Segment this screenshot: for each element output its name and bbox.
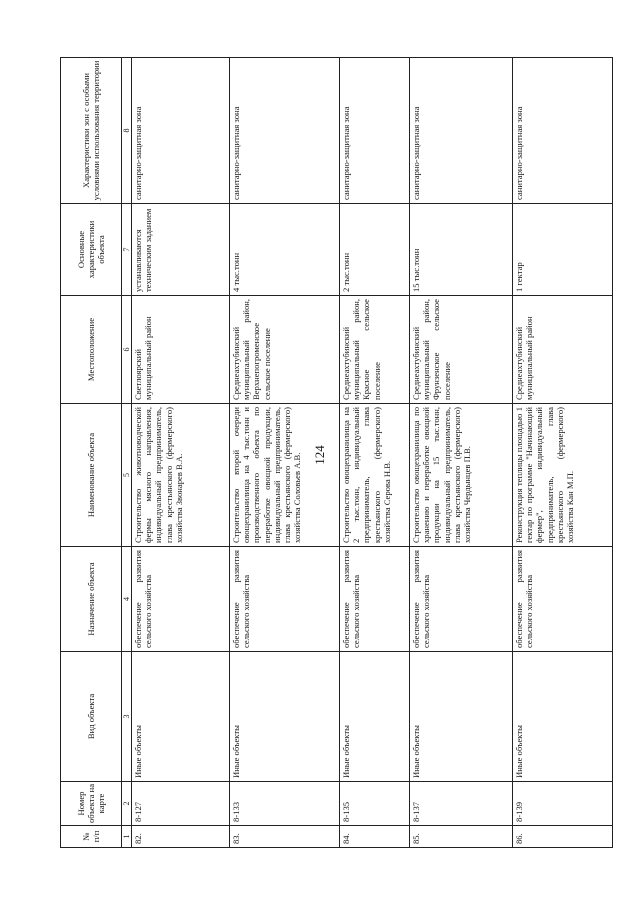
column-number: 3 [122,651,132,781]
row-num: 84. [340,825,410,847]
row-num: 82. [132,825,230,847]
row-map-no: 8-135 [340,781,410,825]
row-location: Среднеахтубинский муниципальный район, Фрунзенское сельское поселение [410,295,513,403]
row-location: Светлоярский муниципальный район [132,295,230,403]
header-purpose: Назначение объекта [61,546,122,651]
row-num: 86. [513,825,613,847]
row-num: 83. [230,825,340,847]
row-kind: Иные объекты [410,651,513,781]
column-number: 7 [122,203,132,295]
table-row [410,57,513,847]
row-zones: санитарно-защитная зона [410,57,513,203]
row-purpose: обеспечение развития сельского хозяйства [132,546,230,651]
row-name: Реконструкция теплицы площадью 1 гектар по программе "Начинающий фермер", индивидуальный предприниматель, глава крестьянского (фермерского) хозяйства Кан М.П. [513,403,613,546]
rotated-table-container [60,58,580,848]
column-number: 4 [122,546,132,651]
header-location: Местоположение [61,295,122,403]
header-characteristics: Основные характеристики объекта [61,203,122,295]
table-row [230,57,340,847]
header-num: № п/п [61,825,122,847]
header-name: Наименование объекта [61,403,122,546]
column-number: 8 [122,57,132,203]
column-number: 5 [122,403,132,546]
row-zones: санитарно-защитная зона [230,57,340,203]
row-location: Среднеахтубинский муниципальный район, Красное сельское поселение [340,295,410,403]
row-kind: Иные объекты [132,651,230,781]
column-number: 6 [122,295,132,403]
table-row [132,57,230,847]
column-number: 2 [122,781,132,825]
row-map-no: 8-137 [410,781,513,825]
column-number-row [122,57,132,847]
row-characteristics: 4 тыс.тонн [230,203,340,295]
row-kind: Иные объекты [340,651,410,781]
row-name: Строительство животноводческой фермы мясного направления, индивидуальный предприниматель, глава крестьянского (фермерского) хозяйства Звонарев В.А. [132,403,230,546]
header-map-no: Номер объекта на карте [61,781,122,825]
row-name: Строительство овощехранилища на 2 тыс.тонн, индивидуальный предприниматель, глава крестьянского (фермерского) хозяйства Серова Н.В. [340,403,410,546]
row-zones: санитарно-защитная зона [132,57,230,203]
row-num: 85. [410,825,513,847]
row-map-no: 8-127 [132,781,230,825]
header-row [61,57,122,847]
row-location: Среднеахтубинский муниципальный район, Верхнепогроменское сельское поселение [230,295,340,403]
row-characteristics: 15 тыс.тонн [410,203,513,295]
row-kind: Иные объекты [513,651,613,781]
row-characteristics: 1 гектар [513,203,613,295]
table-row [513,57,613,847]
row-map-no: 8-139 [513,781,613,825]
page-number: 124 [312,445,327,465]
row-name: Строительство второй очереди овощехранилища на 4 тыс.тонн и производственного объекта по переработке овощной продукции, индивидуальный предприниматель, глава крестьянского (фермерского) хозяйства Соловьев А.В. [230,403,340,546]
row-purpose: обеспечение развития сельского хозяйства [340,546,410,651]
row-zones: санитарно-защитная зона [340,57,410,203]
row-name: Строительство овощехранилища по хранению и переработке овощной продукции на 15 тыс.тонн, индивидуальный предприниматель, глава крестьянского (фермерского) хозяйства Чердынцев П.В. [410,403,513,546]
column-number: 1 [122,825,132,847]
row-purpose: обеспечение развития сельского хозяйства [410,546,513,651]
row-characteristics: устанавливаются техническим заданием [132,203,230,295]
row-kind: Иные объекты [230,651,340,781]
table-row [340,57,410,847]
header-kind: Вид объекта [61,651,122,781]
row-purpose: обеспечение развития сельского хозяйства [230,546,340,651]
row-purpose: обеспечение развития сельского хозяйства [513,546,613,651]
row-characteristics: 2 тыс.тонн [340,203,410,295]
row-zones: санитарно-защитная зона [513,57,613,203]
row-map-no: 8-133 [230,781,340,825]
row-location: Среднеахтубинский муниципальный район [513,295,613,403]
header-zones: Характеристики зон с особыми условиями использования территории [61,57,122,203]
objects-table [60,57,613,848]
